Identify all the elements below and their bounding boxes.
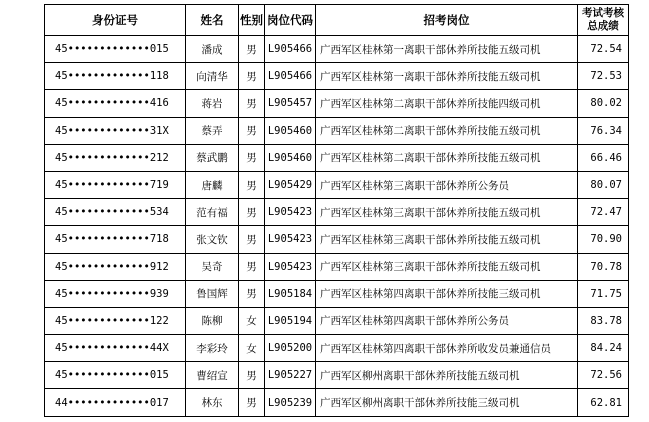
score-cell: 80.07 xyxy=(578,171,629,198)
header-score xyxy=(578,5,629,36)
code-cell: L905466 xyxy=(265,63,316,90)
id-cell: 45•••••••••••••416 xyxy=(45,90,186,117)
score-cell: 83.78 xyxy=(578,307,629,334)
gender-cell: 男 xyxy=(239,144,265,171)
name-cell: 范有福 xyxy=(186,199,239,226)
score-cell: 62.81 xyxy=(578,389,629,416)
id-cell: 45•••••••••••••015 xyxy=(45,36,186,63)
id-cell: 45•••••••••••••015 xyxy=(45,362,186,389)
id-cell: 45•••••••••••••718 xyxy=(45,226,186,253)
header-row xyxy=(45,5,629,36)
score-cell: 70.78 xyxy=(578,253,629,280)
table-row xyxy=(45,144,629,171)
name-cell: 蒋岩 xyxy=(186,90,239,117)
score-cell: 76.34 xyxy=(578,117,629,144)
table-row xyxy=(45,226,629,253)
score-cell: 72.54 xyxy=(578,36,629,63)
code-cell: L905423 xyxy=(265,226,316,253)
score-cell: 72.47 xyxy=(578,199,629,226)
id-cell: 45•••••••••••••912 xyxy=(45,253,186,280)
name-cell: 曹绍宣 xyxy=(186,362,239,389)
id-cell: 44•••••••••••••017 xyxy=(45,389,186,416)
table-row xyxy=(45,335,629,362)
position-cell: 广西军区桂林第二离职干部休养所技能五级司机 xyxy=(316,117,578,144)
position-cell: 广西军区桂林第二离职干部休养所技能五级司机 xyxy=(316,144,578,171)
gender-cell: 男 xyxy=(239,63,265,90)
code-cell: L905184 xyxy=(265,280,316,307)
name-cell: 蔡武鹏 xyxy=(186,144,239,171)
name-cell: 唐麟 xyxy=(186,171,239,198)
code-cell: L905460 xyxy=(265,117,316,144)
name-cell: 鲁国辉 xyxy=(186,280,239,307)
name-cell: 向清华 xyxy=(186,63,239,90)
position-cell: 广西军区桂林第四离职干部休养所公务员 xyxy=(316,307,578,334)
name-cell: 李彩玲 xyxy=(186,335,239,362)
position-cell: 广西军区桂林第一离职干部休养所技能五级司机 xyxy=(316,36,578,63)
position-cell: 广西军区桂林第一离职干部休养所技能五级司机 xyxy=(316,63,578,90)
position-cell: 广西军区柳州离职干部休养所技能三级司机 xyxy=(316,389,578,416)
table-row xyxy=(45,171,629,198)
header-name: 姓名 xyxy=(186,5,239,36)
header-id: 身份证号 xyxy=(45,5,186,36)
score-cell: 71.75 xyxy=(578,280,629,307)
header-position: 招考岗位 xyxy=(316,5,578,36)
id-cell: 45•••••••••••••719 xyxy=(45,171,186,198)
header-score-line2: 总成绩 xyxy=(587,20,619,32)
name-cell: 潘成 xyxy=(186,36,239,63)
score-cell: 84.24 xyxy=(578,335,629,362)
id-cell: 45•••••••••••••534 xyxy=(45,199,186,226)
id-cell: 45•••••••••••••939 xyxy=(45,280,186,307)
name-cell: 蔡弄 xyxy=(186,117,239,144)
gender-cell: 男 xyxy=(239,280,265,307)
gender-cell: 男 xyxy=(239,117,265,144)
gender-cell: 女 xyxy=(239,335,265,362)
position-cell: 广西军区桂林第三离职干部休养所公务员 xyxy=(316,171,578,198)
gender-cell: 男 xyxy=(239,253,265,280)
table-row xyxy=(45,117,629,144)
gender-cell: 男 xyxy=(239,199,265,226)
position-cell: 广西军区桂林第三离职干部休养所技能五级司机 xyxy=(316,226,578,253)
id-cell: 45•••••••••••••44X xyxy=(45,335,186,362)
name-cell: 吴奇 xyxy=(186,253,239,280)
score-cell: 72.56 xyxy=(578,362,629,389)
code-cell: L905466 xyxy=(265,36,316,63)
name-cell: 陈柳 xyxy=(186,307,239,334)
code-cell: L905429 xyxy=(265,171,316,198)
gender-cell: 男 xyxy=(239,362,265,389)
id-cell: 45•••••••••••••212 xyxy=(45,144,186,171)
name-cell: 林东 xyxy=(186,389,239,416)
table-row xyxy=(45,280,629,307)
gender-cell: 女 xyxy=(239,307,265,334)
table-body xyxy=(45,36,629,417)
table-header xyxy=(45,5,629,36)
table-row xyxy=(45,199,629,226)
table-row xyxy=(45,362,629,389)
score-cell: 72.53 xyxy=(578,63,629,90)
gender-cell: 男 xyxy=(239,36,265,63)
position-cell: 广西军区柳州离职干部休养所技能五级司机 xyxy=(316,362,578,389)
table-row xyxy=(45,307,629,334)
code-cell: L905200 xyxy=(265,335,316,362)
code-cell: L905194 xyxy=(265,307,316,334)
code-cell: L905457 xyxy=(265,90,316,117)
score-cell: 66.46 xyxy=(578,144,629,171)
position-cell: 广西军区桂林第三离职干部休养所技能五级司机 xyxy=(316,253,578,280)
table-row xyxy=(45,36,629,63)
header-code: 岗位代码 xyxy=(265,5,316,36)
name-cell: 张文钦 xyxy=(186,226,239,253)
table-row xyxy=(45,63,629,90)
code-cell: L905239 xyxy=(265,389,316,416)
score-table xyxy=(44,4,629,417)
code-cell: L905423 xyxy=(265,253,316,280)
gender-cell: 男 xyxy=(239,90,265,117)
gender-cell: 男 xyxy=(239,171,265,198)
score-cell: 80.02 xyxy=(578,90,629,117)
score-cell: 70.90 xyxy=(578,226,629,253)
header-score-line1: 考试考核 xyxy=(582,7,624,19)
position-cell: 广西军区桂林第二离职干部休养所技能四级司机 xyxy=(316,90,578,117)
table-row xyxy=(45,389,629,416)
id-cell: 45•••••••••••••118 xyxy=(45,63,186,90)
gender-cell: 男 xyxy=(239,226,265,253)
table-row xyxy=(45,90,629,117)
id-cell: 45•••••••••••••122 xyxy=(45,307,186,334)
code-cell: L905423 xyxy=(265,199,316,226)
gender-cell: 男 xyxy=(239,389,265,416)
position-cell: 广西军区桂林第三离职干部休养所技能五级司机 xyxy=(316,199,578,226)
id-cell: 45•••••••••••••31X xyxy=(45,117,186,144)
code-cell: L905227 xyxy=(265,362,316,389)
code-cell: L905460 xyxy=(265,144,316,171)
header-gender: 性别 xyxy=(239,5,265,36)
table-row xyxy=(45,253,629,280)
position-cell: 广西军区桂林第四离职干部休养所收发员兼通信员 xyxy=(316,335,578,362)
position-cell: 广西军区桂林第四离职干部休养所技能三级司机 xyxy=(316,280,578,307)
